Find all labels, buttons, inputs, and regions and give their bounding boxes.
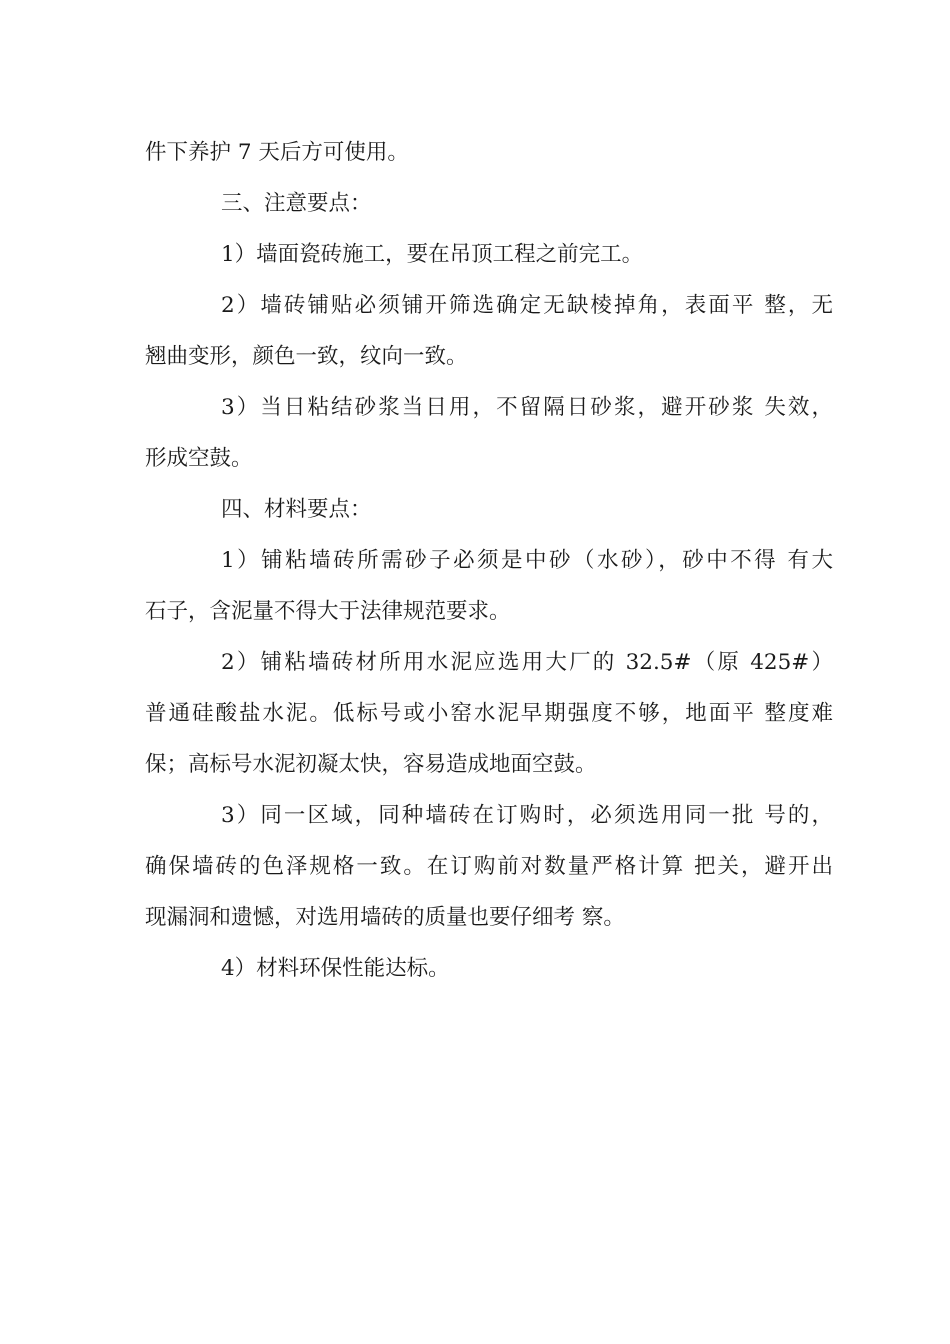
line-text: 石子，含泥量不得大于法律规范要求。 bbox=[145, 599, 511, 624]
line-text: 件下养护 7 天后方可使用。 bbox=[145, 140, 409, 165]
line-text: 4）材料环保性能达标。 bbox=[221, 956, 450, 981]
section-heading bbox=[145, 484, 833, 535]
text-line bbox=[145, 943, 833, 994]
line-text: 1）墙面瓷砖施工，要在吊顶工程之前完工。 bbox=[221, 242, 644, 267]
text-line: 2）墙砖铺贴必须铺开筛选确定无缺棱掉角，表面平 整，无 bbox=[221, 293, 833, 318]
line-text: 保；高标号水泥初凝太快，容易造成地面空鼓。 bbox=[145, 752, 597, 777]
text-line bbox=[145, 586, 833, 637]
text-line bbox=[145, 739, 833, 790]
text-line: 普通硅酸盐水泥。低标号或小窑水泥早期强度不够，地面平 整度难 bbox=[145, 701, 833, 726]
text-line bbox=[145, 331, 833, 382]
text-line bbox=[145, 433, 833, 484]
text-line: 2）铺粘墙砖材所用水泥应选用大厂的 32.5#（原 425#） bbox=[221, 650, 833, 675]
text-line: 3）当日粘结砂浆当日用，不留隔日砂浆，避开砂浆 失效， bbox=[221, 395, 833, 420]
text-line bbox=[145, 127, 833, 178]
line-text: 形成空鼓。 bbox=[145, 446, 253, 471]
line-text: 翘曲变形，颜色一致，纹向一致。 bbox=[145, 344, 468, 369]
text-line bbox=[145, 229, 833, 280]
document-body bbox=[145, 127, 833, 994]
line-text: 现漏洞和遗憾，对选用墙砖的质量也要仔细考 察。 bbox=[145, 905, 625, 930]
text-line bbox=[145, 892, 833, 943]
line-text: 三、注意要点： bbox=[221, 191, 372, 216]
text-line: 3）同一区域，同种墙砖在订购时，必须选用同一批 号的， bbox=[221, 803, 833, 828]
text-line: 确保墙砖的色泽规格一致。在订购前对数量严格计算 把关，避开出 bbox=[145, 854, 833, 879]
section-heading bbox=[145, 178, 833, 229]
text-line: 1）铺粘墙砖所需砂子必须是中砂（水砂），砂中不得 有大 bbox=[221, 548, 833, 573]
line-text: 四、材料要点： bbox=[221, 497, 372, 522]
